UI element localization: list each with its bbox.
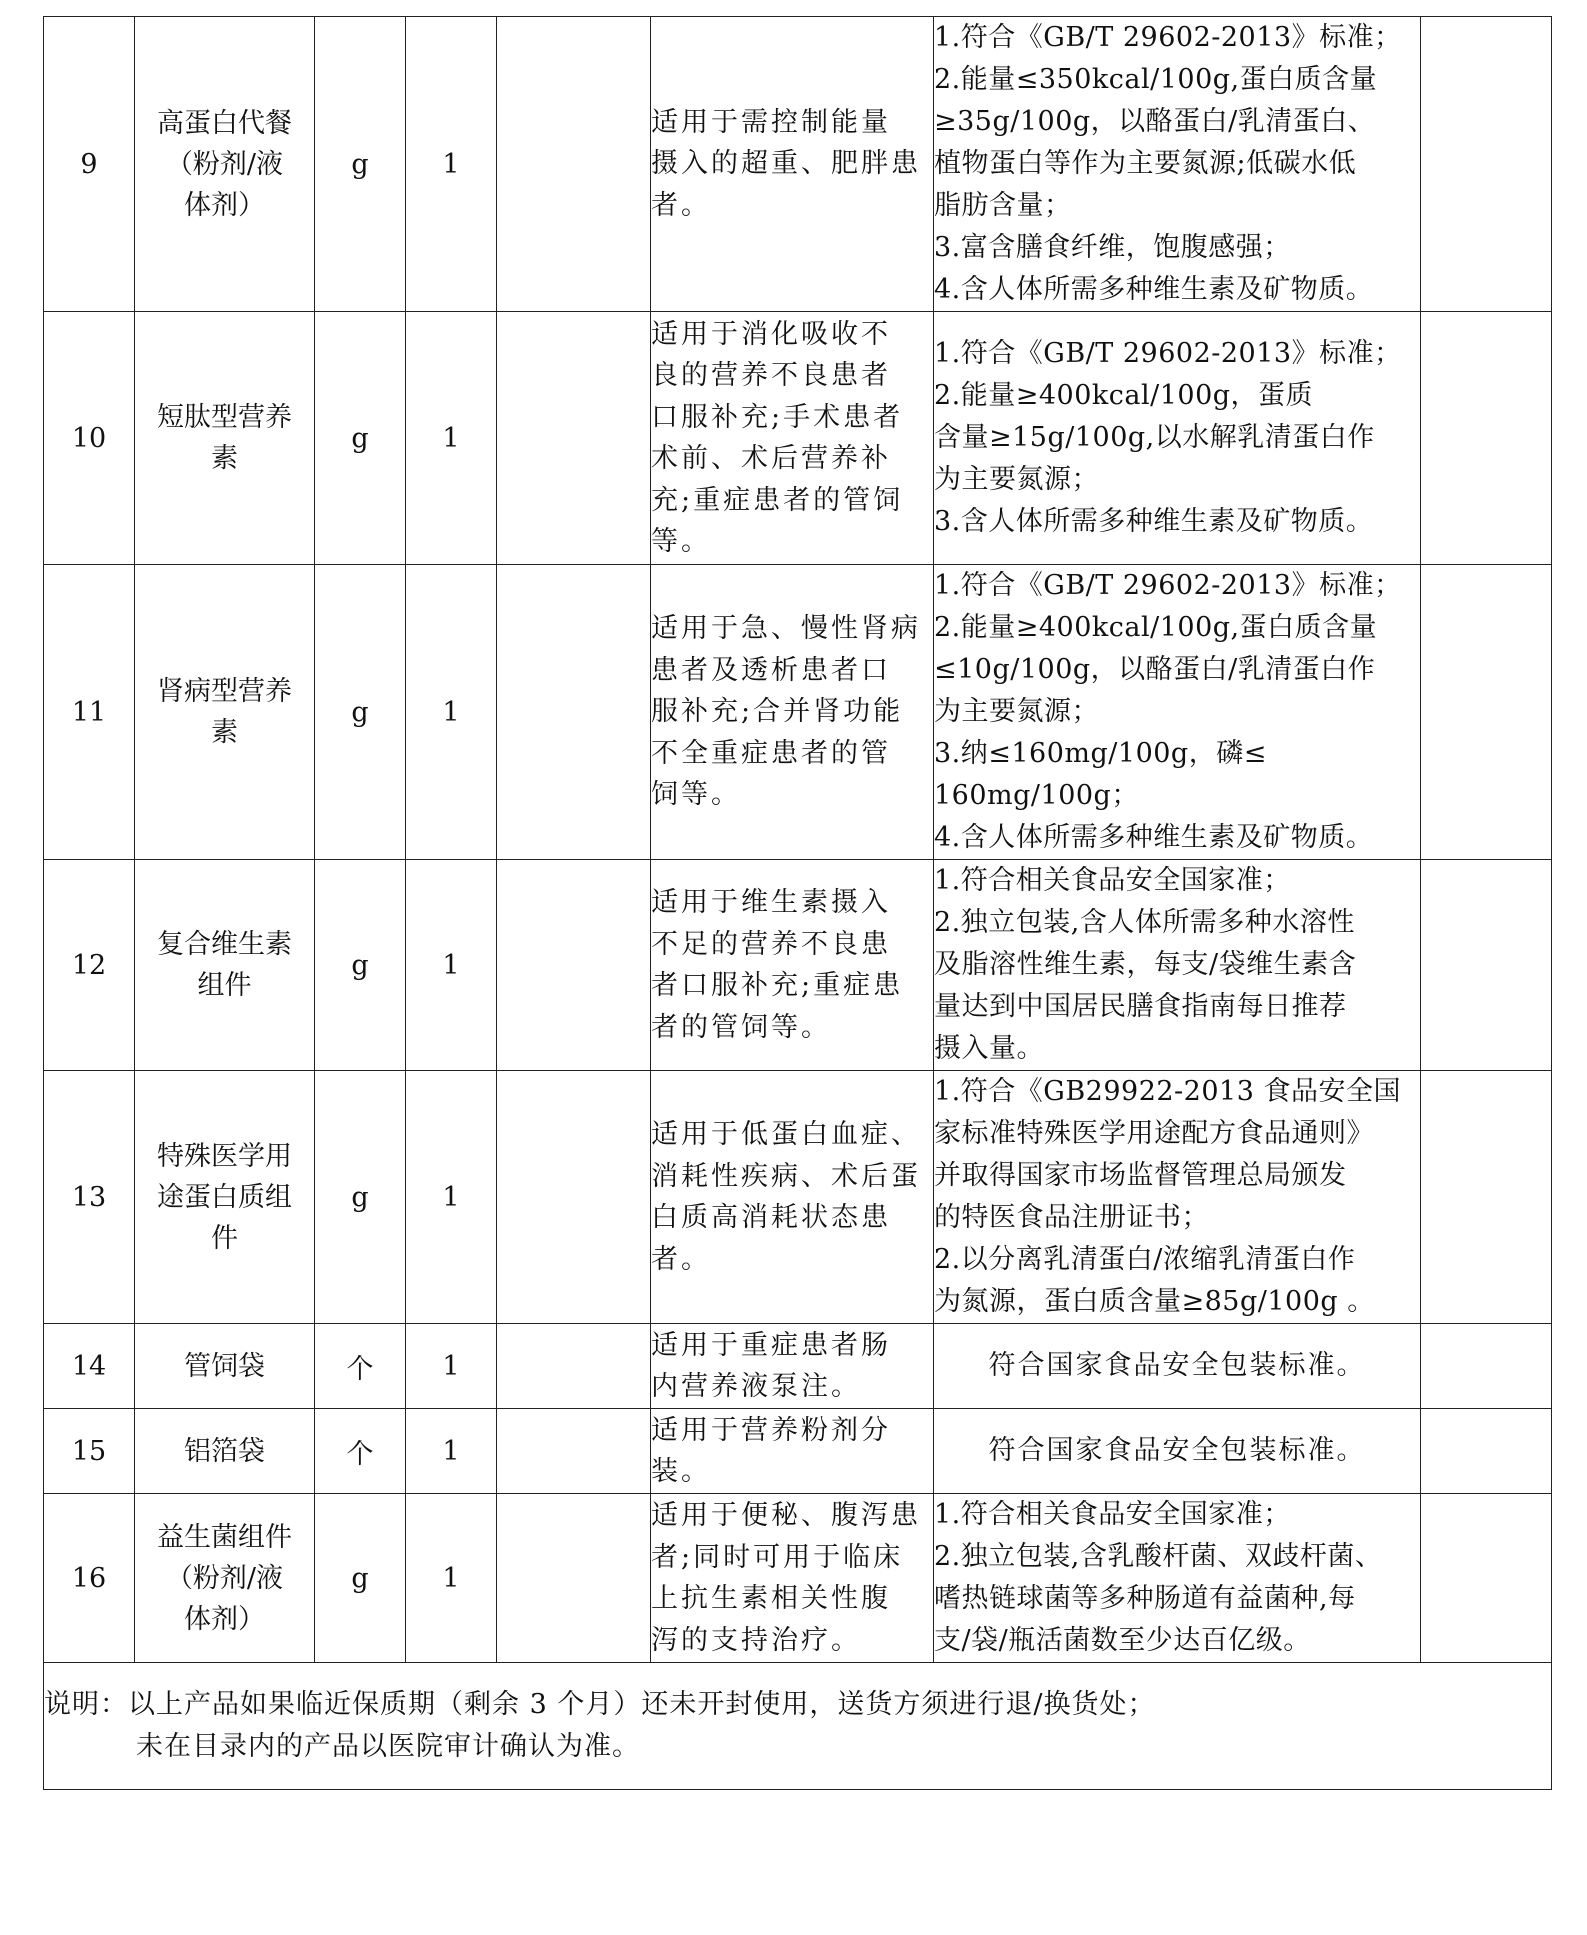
table-row [44,1324,1552,1409]
requirement-line: 1.符合相关食品安全国家准； [934,1499,1291,1530]
requirement-line: 支/袋/瓶活菌数至少达百亿级。 [934,1625,1311,1656]
usage-line: 充;重症患者的管饲 [651,484,904,516]
usage-line: 上抗生素相关性腹 [651,1583,891,1614]
usage-line: 适用于急、慢性肾病 [651,613,921,645]
product-name-line: 复合维生素 [157,929,292,960]
row-number: 10 [44,312,135,565]
note-line: 说明：以上产品如果临近保质期（剩余 3 个月）还未开封使用，送货方须进行退/换货处； [44,1689,1156,1720]
usage-line: 适用于营养粉剂分 [651,1414,891,1446]
requirement-cell [934,312,1421,565]
requirement-line: 3.纳≤160mg/100g，磷≤ [934,738,1267,769]
requirement-line: 的特医食品注册证书； [934,1202,1209,1233]
quantity-cell: 1 [406,1494,497,1663]
usage-line: 良的营养不良患者 [651,360,891,391]
requirement-line: 为氮源，蛋白质含量≥85g/100g 。 [934,1286,1375,1317]
requirement-line: 2.独立包装,含乳酸杆菌、双歧杆菌、 [934,1541,1383,1572]
row-number: 14 [44,1324,135,1409]
product-name-line: 体剂） [184,1603,265,1635]
note-row [44,1663,1552,1790]
usage-line: 患者及透析患者口 [651,654,891,686]
usage-line: 适用于维生素摄入 [651,887,891,918]
usage-cell [651,1494,934,1663]
product-name-line: 管饲袋 [184,1350,265,1382]
usage-line: 装。 [651,1456,711,1487]
requirement-line: 2.能量≤350kcal/100g,蛋白质含量 [934,64,1378,95]
requirement-cell [934,1071,1421,1324]
product-name-line: 素 [211,717,238,748]
usage-line: 适用于消化吸收不 [651,318,891,350]
usage-line: 不足的营养不良患 [651,928,891,960]
usage-line: 者;同时可用于临床 [651,1541,904,1573]
requirement-line: ≤10g/100g，以酪蛋白/乳清蛋白作 [934,654,1376,685]
requirement-line: 脂肪含量； [934,190,1072,221]
quantity-cell: 1 [406,565,497,860]
usage-line: 术前、术后营养补 [651,443,891,474]
requirement-line: 2.以分离乳清蛋白/浓缩乳清蛋白作 [934,1244,1356,1275]
requirement-line: 3.富含膳食纤维，饱腹感强； [934,232,1291,263]
product-name [135,312,315,565]
usage-line: 适用于重症患者肠 [651,1329,891,1361]
remark-cell [1421,1494,1552,1663]
product-name-line: 素 [211,443,238,474]
brand-cell [497,1409,651,1494]
requirement-line: 4.含人体所需多种维生素及矿物质。 [934,822,1374,853]
usage-line: 等。 [651,526,711,557]
brand-cell [497,1324,651,1409]
quantity-cell: 1 [406,1071,497,1324]
brand-cell [497,565,651,860]
requirement-line: ≥35g/100g，以酪蛋白/乳清蛋白、 [934,106,1376,137]
product-name-line: （粉剂/液 [165,148,284,180]
requirement-line: 符合国家食品安全包装标准。 [988,1435,1366,1466]
product-name-line: （粉剂/液 [165,1562,284,1594]
usage-line: 者。 [651,1243,711,1275]
requirement-line: 1.符合《GB/T 29602-2013》标准； [934,570,1402,601]
row-number: 11 [44,565,135,860]
unit-cell: 个 [315,1409,406,1494]
remark-cell [1421,1324,1552,1409]
usage-cell [651,312,934,565]
usage-line: 者的管饲等。 [651,1011,831,1043]
product-name-line: 特殊医学用 [157,1140,292,1172]
unit-cell: g [315,860,406,1071]
product-name-line: 组件 [197,970,252,1001]
product-name [135,565,315,860]
requirement-line: 1.符合《GB/T 29602-2013》标准； [934,22,1402,53]
product-name [135,17,315,312]
requirement-line: 符合国家食品安全包装标准。 [988,1350,1366,1381]
brand-cell [497,312,651,565]
quantity-cell: 1 [406,1409,497,1494]
requirement-cell [934,860,1421,1071]
brand-cell [497,1071,651,1324]
row-number: 15 [44,1409,135,1494]
note-line: 未在目录内的产品以医院审计确认为准。 [136,1731,640,1762]
requirement-cell [934,1409,1421,1494]
requirement-line: 4.含人体所需多种维生素及矿物质。 [934,274,1374,305]
product-name-line: 件 [211,1222,238,1254]
product-name-line: 益生菌组件 [157,1521,292,1553]
requirement-line: 1.符合相关食品安全国家准； [934,865,1291,896]
table-row [44,1494,1552,1663]
requirement-line: 家标准特殊医学用途配方食品通则》 [934,1118,1374,1149]
requirement-line: 2.独立包装,含人体所需多种水溶性 [934,907,1355,938]
requirement-line: 摄入量。 [934,1033,1044,1064]
product-spec-table [43,16,1552,1790]
product-name [135,1409,315,1494]
requirement-line: 及脂溶性维生素，每支/袋维生素含 [934,949,1357,980]
table-body [44,17,1552,1790]
requirement-line: 嗜热链球菌等多种肠道有益菌种,每 [934,1583,1356,1614]
usage-line: 适用于低蛋白血症、 [651,1119,921,1150]
usage-line: 适用于便秘、腹泻患 [651,1500,921,1531]
remark-cell [1421,312,1552,565]
table-row [44,565,1552,860]
usage-line: 者口服补充;重症患 [651,970,904,1001]
table-row [44,312,1552,565]
product-name-line: 铝箔袋 [184,1435,265,1467]
product-name-line: 体剂） [184,189,265,221]
remark-cell [1421,1409,1552,1494]
usage-cell [651,565,934,860]
requirement-cell [934,1494,1421,1663]
usage-line: 适用于需控制能量 [651,106,891,138]
usage-line: 口服补充;手术患者 [651,401,904,433]
quantity-cell: 1 [406,1324,497,1409]
requirement-cell [934,1324,1421,1409]
product-name [135,860,315,1071]
requirement-line: 含量≥15g/100g,以水解乳清蛋白作 [934,422,1375,453]
usage-cell [651,1324,934,1409]
usage-cell [651,1071,934,1324]
requirement-line: 2.能量≥400kcal/100g，蛋质 [934,380,1314,411]
requirement-line: 为主要氮源； [934,696,1099,727]
quantity-cell: 1 [406,17,497,312]
product-name-line: 短肽型营养 [157,402,292,433]
product-name-line: 高蛋白代餐 [157,107,292,139]
quantity-cell: 1 [406,860,497,1071]
usage-line: 摄入的超重、肥胖患 [651,148,921,180]
requirement-line: 2.能量≥400kcal/100g,蛋白质含量 [934,612,1378,643]
remark-cell [1421,860,1552,1071]
requirement-line: 1.符合《GB29922-2013 食品安全国 [934,1076,1401,1107]
table-row [44,17,1552,312]
remark-cell [1421,17,1552,312]
usage-line: 内营养液泵注。 [651,1371,861,1402]
row-number: 13 [44,1071,135,1324]
requirement-line: 植物蛋白等作为主要氮源;低碳水低 [934,148,1357,179]
usage-line: 不全重症患者的管 [651,737,891,769]
row-number: 9 [44,17,135,312]
unit-cell: 个 [315,1324,406,1409]
requirement-line: 量达到中国居民膳食指南每日推荐 [934,991,1347,1022]
row-number: 16 [44,1494,135,1663]
usage-cell [651,17,934,312]
product-name-line: 途蛋白质组 [157,1181,292,1213]
requirement-line: 160mg/100g； [934,780,1139,811]
remark-cell [1421,1071,1552,1324]
requirement-line: 并取得国家市场监督管理总局颁发 [934,1160,1347,1191]
product-name-line: 肾病型营养 [157,676,292,707]
quantity-cell: 1 [406,312,497,565]
requirement-line: 为主要氮源； [934,464,1099,495]
brand-cell [497,17,651,312]
requirement-line: 1.符合《GB/T 29602-2013》标准； [934,338,1402,369]
table-row [44,860,1552,1071]
remark-cell [1421,565,1552,860]
unit-cell: g [315,312,406,565]
unit-cell: g [315,565,406,860]
requirement-line: 3.含人体所需多种维生素及矿物质。 [934,506,1374,537]
requirement-cell [934,17,1421,312]
product-name [135,1494,315,1663]
unit-cell: g [315,1071,406,1324]
table-row [44,1071,1552,1324]
usage-cell [651,1409,934,1494]
brand-cell [497,1494,651,1663]
brand-cell [497,860,651,1071]
unit-cell: g [315,17,406,312]
usage-line: 消耗性疾病、术后蛋 [651,1160,921,1192]
usage-line: 白质高消耗状态患 [651,1202,891,1233]
row-number: 12 [44,860,135,1071]
product-name [135,1324,315,1409]
usage-line: 泻的支持治疗。 [651,1624,861,1656]
table-row [44,1409,1552,1494]
usage-line: 者。 [651,189,711,221]
product-name [135,1071,315,1324]
usage-line: 饲等。 [651,779,741,811]
usage-cell [651,860,934,1071]
note-cell [44,1663,1552,1790]
unit-cell: g [315,1494,406,1663]
usage-line: 服补充;合并肾功能 [651,696,904,728]
requirement-cell [934,565,1421,860]
